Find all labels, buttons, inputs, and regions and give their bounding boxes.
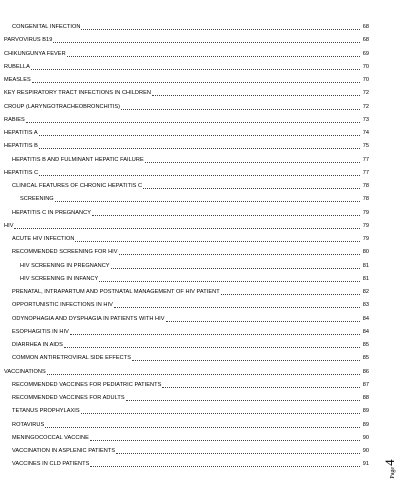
toc-entry[interactable] xyxy=(4,364,369,376)
toc-entry[interactable] xyxy=(4,46,369,58)
toc-dot-leader xyxy=(166,321,360,322)
toc-dot-leader xyxy=(90,440,360,441)
toc-dot-leader xyxy=(81,29,360,30)
toc-entry-page: 89 xyxy=(362,408,369,415)
toc-entry-title: RECOMMENDED VACCINES FOR PEDIATRIC PATIENTS xyxy=(12,381,162,388)
toc-entry-page: 85 xyxy=(362,342,369,348)
toc-dot-leader xyxy=(70,334,360,335)
toc-entry[interactable] xyxy=(4,112,369,124)
toc-entry-title: CLINICAL FEATURES OF CHRONIC HEPATITIS C xyxy=(12,183,143,189)
toc-entry[interactable] xyxy=(12,337,369,349)
toc-entry[interactable] xyxy=(12,377,369,389)
toc-entry-page: 70 xyxy=(362,77,369,83)
toc-dot-leader xyxy=(116,453,360,454)
toc-entry-page: 90 xyxy=(362,434,369,441)
toc-entry-title: VACCINES IN CLD PATIENTS xyxy=(12,461,90,468)
toc-entry-page: 79 xyxy=(362,209,369,216)
toc-entry-page: 87 xyxy=(362,381,369,388)
toc-dot-leader xyxy=(121,109,360,110)
toc-entry-page: 86 xyxy=(362,368,369,375)
toc-entry[interactable] xyxy=(12,284,369,296)
toc-dot-leader xyxy=(92,215,360,216)
toc-dot-leader xyxy=(162,387,360,388)
toc-entry-title: ROTAVIRUS xyxy=(12,421,45,428)
toc-entry-title: CONGENITAL INFECTION xyxy=(12,24,81,30)
toc-entry-title: RECOMMENDED SCREENING FOR HIV xyxy=(12,249,118,256)
toc-entry-title: HEPATITIS C IN PREGNANCY xyxy=(12,209,92,216)
toc-entry-title: PRENATAL, INTRAPARTUM AND POSTNATAL MANAGEMENT OF HIV PATIENT xyxy=(12,289,220,295)
toc-entry[interactable] xyxy=(20,258,369,270)
toc-dot-leader xyxy=(53,42,360,43)
toc-entry-title: HEPATITIS C xyxy=(4,169,39,176)
toc-dot-leader xyxy=(47,374,360,375)
toc-entry[interactable] xyxy=(12,19,369,31)
toc-entry-page: 90 xyxy=(362,448,369,454)
toc-dot-leader xyxy=(39,135,360,136)
toc-entry-page: 84 xyxy=(362,328,369,335)
toc-entry-page: 77 xyxy=(362,169,369,176)
toc-entry-page: 85 xyxy=(362,355,369,362)
toc-entry-page: 68 xyxy=(362,37,369,44)
toc-entry[interactable] xyxy=(12,390,369,402)
toc-entry-title: COMMON ANTIRETROVIRAL SIDE EFFECTS xyxy=(12,355,131,362)
toc-entry-title: CROUP (LARYNGOTRACHEOBRONCHITIS) xyxy=(4,103,121,110)
toc-dot-leader xyxy=(14,228,360,229)
toc-entry-page: 75 xyxy=(362,143,369,150)
toc-entry[interactable] xyxy=(12,324,369,336)
toc-dot-leader xyxy=(31,69,360,70)
page-number-footer xyxy=(381,448,395,490)
toc-entry[interactable] xyxy=(12,178,369,190)
toc-entry[interactable] xyxy=(20,191,369,203)
toc-entry-page: 89 xyxy=(362,421,369,428)
toc-dot-leader xyxy=(75,241,360,242)
toc-entry-page: 81 xyxy=(362,262,369,269)
toc-entry-page: 80 xyxy=(362,249,369,256)
toc-dot-leader xyxy=(90,466,360,467)
toc-dot-leader xyxy=(143,188,360,189)
toc-entry-title: HIV xyxy=(4,222,14,229)
toc-entry-page: 72 xyxy=(362,103,369,110)
toc-entry-title: RUBELLA xyxy=(4,63,30,70)
toc-dot-leader xyxy=(32,82,360,83)
toc-entry-page: 68 xyxy=(362,24,369,30)
toc-entry[interactable] xyxy=(12,430,369,442)
toc-entry[interactable] xyxy=(12,403,369,415)
toc-entry[interactable] xyxy=(4,165,369,177)
toc-dot-leader xyxy=(81,413,360,414)
toc-entry-page: 91 xyxy=(362,461,369,468)
toc-entry[interactable] xyxy=(12,231,369,243)
toc-dot-leader xyxy=(64,347,360,348)
toc-dot-leader xyxy=(55,201,360,202)
toc-entry[interactable] xyxy=(4,59,369,71)
toc-entry-title: MENINGOCOCCAL VACCINE xyxy=(12,434,89,441)
toc-entry[interactable] xyxy=(4,99,369,111)
toc-entry-page: 84 xyxy=(362,315,369,322)
toc-entry-title: DIARRHEA IN AIDS xyxy=(12,342,63,348)
toc-entry-title: VACCINATIONS xyxy=(4,368,46,375)
toc-entry-title: KEY RESPIRATORY TRACT INFECTIONS IN CHILDREN xyxy=(4,90,151,97)
toc-dot-leader xyxy=(114,307,360,308)
toc-entry-page: 73 xyxy=(362,116,369,123)
toc-entry-title: RABIES xyxy=(4,116,25,123)
toc-entry-title: ACUTE HIV INFECTION xyxy=(12,236,75,242)
toc-entry-page: 78 xyxy=(362,183,369,189)
toc-entry[interactable] xyxy=(12,350,369,362)
toc-entry-page: 69 xyxy=(362,50,369,57)
toc-entry[interactable] xyxy=(12,456,369,468)
toc-dot-leader xyxy=(45,427,360,428)
toc-entry-title: SCREENING xyxy=(20,196,54,203)
toc-entry[interactable] xyxy=(12,244,369,256)
toc-dot-leader xyxy=(111,268,360,269)
toc-entry[interactable] xyxy=(12,297,369,309)
toc-entry[interactable] xyxy=(12,311,369,323)
toc-entry[interactable] xyxy=(12,443,369,455)
toc-entry-page: 79 xyxy=(362,236,369,242)
toc-dot-leader xyxy=(99,281,360,282)
toc-entry-title: PARVOVIRUS B19 xyxy=(4,37,53,44)
toc-entry-title: HIV SCREENING IN PREGNANCY xyxy=(20,262,110,269)
toc-entry-page: 79 xyxy=(362,222,369,229)
toc-dot-leader xyxy=(126,400,360,401)
toc-entry-page: 77 xyxy=(362,156,369,163)
toc-entry-title: HEPATITIS A xyxy=(4,130,38,136)
toc-dot-leader xyxy=(39,148,360,149)
toc-dot-leader xyxy=(221,294,360,295)
toc-dot-leader xyxy=(39,175,360,176)
toc-entry[interactable] xyxy=(4,32,369,44)
toc-entry-title: TETANUS PROPHYLAXIS xyxy=(12,408,80,415)
toc-entry[interactable] xyxy=(20,271,369,283)
toc-entry[interactable] xyxy=(12,205,369,217)
toc-entry-page: 82 xyxy=(362,289,369,295)
page-number: 4 xyxy=(382,459,397,466)
toc-entry[interactable] xyxy=(4,138,369,150)
toc-entry[interactable] xyxy=(4,218,369,230)
toc-dot-leader xyxy=(152,95,360,96)
toc-entry[interactable] xyxy=(4,125,369,137)
toc-entry-page: 74 xyxy=(362,130,369,136)
toc-entry-page: 70 xyxy=(362,63,369,70)
toc-dot-leader xyxy=(119,254,360,255)
toc-entry-title: ODYNOPHAGIA AND DYSPHAGIA IN PATIENTS WITH HIV xyxy=(12,315,165,322)
toc-entry-title: OPPORTUNISTIC INFECTIONS IN HIV xyxy=(12,302,113,309)
toc-dot-leader xyxy=(26,122,360,123)
toc-dot-leader xyxy=(132,360,360,361)
page-word: Page xyxy=(390,466,396,479)
toc-dot-leader xyxy=(67,56,360,57)
toc-entry[interactable] xyxy=(12,152,369,164)
toc-entry-page: 81 xyxy=(362,275,369,282)
toc-entry-page: 88 xyxy=(362,395,369,401)
toc-entry[interactable] xyxy=(4,72,369,84)
toc-entry[interactable] xyxy=(12,417,369,429)
toc-entry-title: HEPATITIS B xyxy=(4,143,38,150)
toc-entry[interactable] xyxy=(4,85,369,97)
toc-entry-page: 83 xyxy=(362,302,369,309)
toc-entry-title: HEPATITIS B AND FULMINANT HEPATIC FAILURE xyxy=(12,156,144,163)
toc-entry-page: 78 xyxy=(362,196,369,203)
toc-entry-title: ESOPHAGITIS IN HIV xyxy=(12,328,69,335)
toc-entry-title: VACCINATION IN ASPLENIC PATIENTS xyxy=(12,448,116,454)
toc-entry-title: CHIKUNGUNYA FEVER xyxy=(4,50,66,57)
toc-dot-leader xyxy=(145,162,360,163)
toc-entry-title: MEASLES xyxy=(4,77,31,83)
toc-entry-title: HIV SCREENING IN INFANCY xyxy=(20,275,99,282)
toc-entry-title: RECOMMENDED VACCINES FOR ADULTS xyxy=(12,395,125,401)
toc-entry-page: 72 xyxy=(362,90,369,97)
